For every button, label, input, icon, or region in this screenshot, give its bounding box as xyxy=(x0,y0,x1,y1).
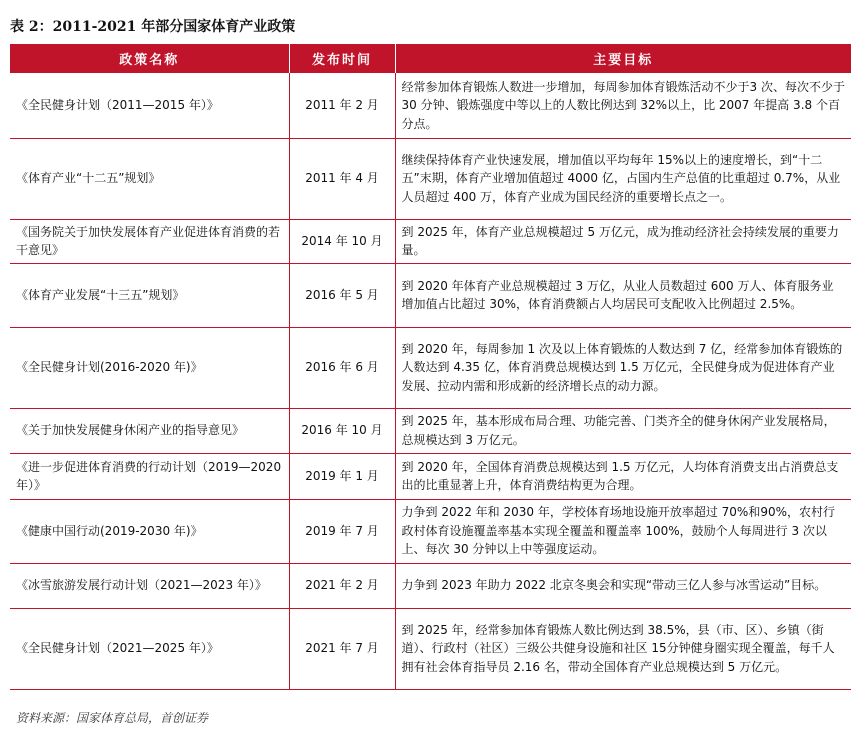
release-date-cell: 2016 年 6 月 xyxy=(289,327,395,408)
main-goal-cell: 到 2020 年，全国体育消费总规模达到 1.5 万亿元，人均体育消费支出占消费总支出的比重显著上升，体育消费结构更为合理。 xyxy=(395,453,851,499)
release-date-cell: 2016 年 5 月 xyxy=(289,263,395,327)
policy-name-cell: 《进一步促进体育消费的行动计划（2019—2020 年）》 xyxy=(10,453,289,499)
table-row xyxy=(10,138,851,219)
table-row xyxy=(10,73,851,138)
release-date-cell: 2014 年 10 月 xyxy=(289,219,395,263)
policy-name-cell: 《全民健身计划（2011—2015 年）》 xyxy=(10,73,289,138)
main-goal-cell: 力争到 2023 年助力 2022 北京冬奥会和实现“带动三亿人参与冰雪运动”目标。 xyxy=(395,563,851,608)
release-date-cell: 2019 年 1 月 xyxy=(289,453,395,499)
policy-name-cell: 《体育产业“十二五”规划》 xyxy=(10,138,289,219)
main-goal-cell: 继续保持体育产业快速发展，增加值以平均每年 15%以上的速度增长，到“十二五”末期，体育产业增加值超过 4000 亿，占国内生产总值的比重超过 0.7%，从业人员超过 400 万，体育产业成为国民经济的重要增长点之一。 xyxy=(395,138,851,219)
main-goal-cell: 到 2025 年，经常参加体育锻炼人数比例达到 38.5%，县（市、区）、乡镇（街道）、行政村（社区）三级公共健身设施和社区 15分钟健身圈实现全覆盖，每千人拥有社会体育指导员 2.16 名，带动全国体育产业总规模达到 5 万亿元。 xyxy=(395,608,851,689)
policy-name-cell: 《健康中国行动(2019-2030 年)》 xyxy=(10,499,289,563)
main-goal-cell: 经常参加体育锻炼人数进一步增加，每周参加体育锻炼活动不少于3 次、每次不少于 30 分钟、锻炼强度中等以上的人数比例达到 32%以上，比 2007 年提高 3.8 个百分点。 xyxy=(395,73,851,138)
table-row xyxy=(10,327,851,408)
main-goal-cell: 力争到 2022 年和 2030 年，学校体育场地设施开放率超过 70%和90%，农村行政村体育设施覆盖率基本实现全覆盖和覆盖率 100%，鼓励个人每周进行 3 次以上、每次 30 分钟以上中等强度运动。 xyxy=(395,499,851,563)
policy-table xyxy=(10,44,851,690)
release-date-cell: 2019 年 7 月 xyxy=(289,499,395,563)
policy-name-cell: 《全民健身计划(2016-2020 年)》 xyxy=(10,327,289,408)
release-date-cell: 2011 年 4 月 xyxy=(289,138,395,219)
release-date-cell: 2016 年 10 月 xyxy=(289,408,395,453)
source-note: 资料来源：国家体育总局，首创证券 xyxy=(16,711,209,725)
release-date-cell: 2021 年 7 月 xyxy=(289,608,395,689)
main-goal-cell: 到 2020 年，每周参加 1 次及以上体育锻炼的人数达到 7 亿，经常参加体育锻炼的人数达到 4.35 亿，体育消费总规模达到 1.5 万亿元，全民健身成为促进体育产业发展、拉动内需和形成新的经济增长点的动力源。 xyxy=(395,327,851,408)
main-goal-cell: 到 2025 年，体育产业总规模超过 5 万亿元，成为推动经济社会持续发展的重要力量。 xyxy=(395,219,851,263)
table-row xyxy=(10,499,851,563)
main-goal-cell: 到 2025 年，基本形成布局合理、功能完善、门类齐全的健身休闲产业发展格局，总规模达到 3 万亿元。 xyxy=(395,408,851,453)
policy-name-cell: 《关于加快发展健身休闲产业的指导意见》 xyxy=(10,408,289,453)
header-release-date: 发布时间 xyxy=(289,44,395,73)
table-row xyxy=(10,453,851,499)
policy-name-cell: 《国务院关于加快发展体育产业促进体育消费的若干意见》 xyxy=(10,219,289,263)
table-row xyxy=(10,563,851,608)
table-row xyxy=(10,263,851,327)
policy-name-cell: 《体育产业发展“十三五”规划》 xyxy=(10,263,289,327)
table-row xyxy=(10,608,851,689)
table-header-row xyxy=(10,44,851,73)
table-row xyxy=(10,408,851,453)
header-main-goal: 主要目标 xyxy=(395,44,851,73)
release-date-cell: 2011 年 2 月 xyxy=(289,73,395,138)
main-goal-cell: 到 2020 年体育产业总规模超过 3 万亿，从业人员数超过 600 万人、体育服务业增加值占比超过 30%，体育消费额占人均居民可支配收入比例超过 2.5%。 xyxy=(395,263,851,327)
policy-name-cell: 《全民健身计划（2021—2025 年）》 xyxy=(10,608,289,689)
table-row xyxy=(10,219,851,263)
release-date-cell: 2021 年 2 月 xyxy=(289,563,395,608)
header-policy-name: 政策名称 xyxy=(10,44,289,73)
table-caption: 表 2：2011-2021 年部分国家体育产业政策 xyxy=(10,19,296,35)
policy-name-cell: 《冰雪旅游发展行动计划（2021—2023 年）》 xyxy=(10,563,289,608)
